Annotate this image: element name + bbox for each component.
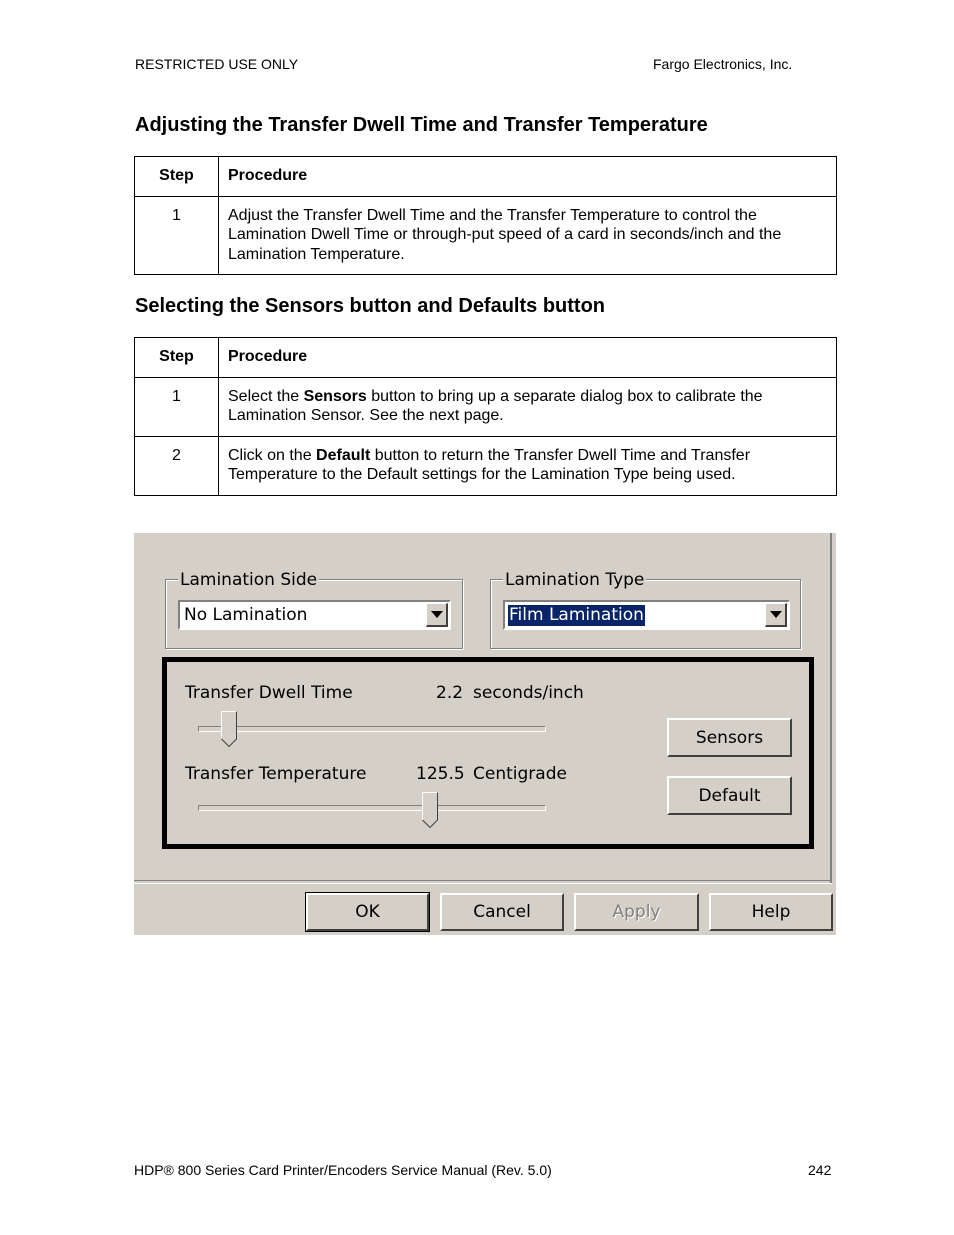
dwell-time-slider-thumb[interactable]	[221, 711, 237, 747]
footer-title: HDP® 800 Series Card Printer/Encoders Service Manual (Rev. 5.0)	[134, 1162, 552, 1178]
temperature-slider-thumb[interactable]	[422, 792, 438, 828]
chevron-down-icon	[770, 611, 782, 618]
lamination-side-label: Lamination Side	[180, 570, 318, 590]
button-separator	[134, 880, 832, 884]
lamination-type-select[interactable]	[503, 600, 790, 630]
default-button[interactable]	[667, 776, 792, 815]
table-row	[135, 196, 837, 275]
temperature-label: Transfer Temperature	[185, 764, 367, 784]
sensors-button-label: Sensors	[695, 727, 764, 748]
lamination-dialog	[134, 533, 836, 935]
procedure-text	[219, 377, 837, 436]
dwell-time-label: Transfer Dwell Time	[185, 683, 353, 703]
text-pre: Select the	[228, 387, 304, 405]
chevron-down-icon	[431, 611, 443, 618]
help-button-label: Help	[751, 902, 791, 922]
procedure-text: Adjust the Transfer Dwell Time and the Transfer Temperature to control the Lamination Dwell Time or through-put speed of a card in seconds/inch and the Lamination Temperature.	[219, 196, 837, 275]
lamination-side-select[interactable]	[178, 600, 451, 630]
ok-button-label: OK	[355, 902, 380, 922]
section2-title: Selecting the Sensors button and Defaults button	[135, 295, 606, 317]
apply-button-label: Apply	[612, 902, 661, 922]
page-number: 242	[808, 1162, 832, 1178]
cancel-button[interactable]	[440, 893, 564, 931]
temperature-value: 125.5	[416, 764, 465, 784]
step-header: Step	[135, 157, 219, 197]
section1-title: Adjusting the Transfer Dwell Time and Transfer Temperature	[135, 114, 708, 136]
ok-button[interactable]	[306, 893, 429, 931]
text-post: button to return the Transfer Dwell Time and Transfer Temperature to the Default settings for the Lamination Type being used.	[228, 446, 751, 483]
dwell-time-slider-track[interactable]	[198, 726, 546, 732]
table-row	[135, 436, 837, 495]
cancel-button-label: Cancel	[473, 902, 531, 922]
default-button-label: Default	[698, 785, 761, 806]
dwell-time-unit: seconds/inch	[473, 683, 584, 703]
lamination-side-value: No Lamination	[184, 605, 308, 625]
text-bold: Default	[316, 446, 371, 464]
help-button[interactable]	[709, 893, 833, 931]
procedure-text	[219, 436, 837, 495]
temperature-unit: Centigrade	[473, 764, 567, 784]
apply-button[interactable]	[574, 893, 699, 931]
step-number: 1	[135, 196, 219, 275]
procedure-table-1	[134, 156, 837, 275]
table-header-row	[135, 157, 837, 197]
table-row	[135, 377, 837, 436]
lamination-type-value: Film Lamination	[509, 605, 644, 625]
sensors-button[interactable]	[667, 718, 792, 757]
dialog-edge	[830, 533, 832, 883]
procedure-header: Procedure	[219, 157, 837, 197]
table-header-row	[135, 338, 837, 378]
step-number: 2	[135, 436, 219, 495]
temperature-slider-track[interactable]	[198, 805, 546, 811]
procedure-header: Procedure	[219, 338, 837, 378]
step-header: Step	[135, 338, 219, 378]
header-right: Fargo Electronics, Inc.	[653, 56, 793, 72]
lamination-type-dropdown-button[interactable]	[765, 603, 787, 627]
text-pre: Click on the	[228, 446, 317, 464]
text-post: button to bring up a separate dialog box to calibrate the Lamination Sensor. See the next page.	[228, 387, 763, 424]
text-bold: Sensors	[303, 387, 367, 405]
lamination-side-dropdown-button[interactable]	[426, 603, 448, 627]
lamination-type-label: Lamination Type	[505, 570, 645, 590]
procedure-table-2	[134, 337, 837, 496]
dwell-time-value: 2.2	[436, 683, 464, 703]
header-left: RESTRICTED USE ONLY	[135, 56, 299, 72]
step-number: 1	[135, 377, 219, 436]
